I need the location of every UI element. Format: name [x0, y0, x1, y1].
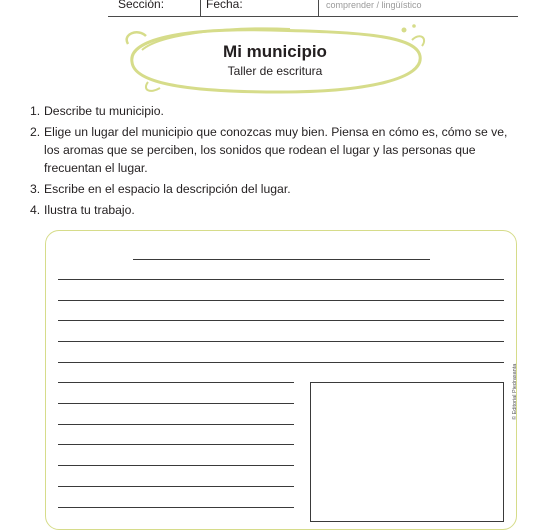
copyright-notice: © Editorial Piedrasanta [512, 363, 518, 420]
header-underline [108, 16, 518, 17]
instruction-text: Elige un lugar del municipio que conozcas muy bien. Piensa en cómo es, cómo se ve, los aromas que se perciben, los sonidos que rodean el lugar y las personas que frecuentan el lugar. [44, 125, 508, 175]
instruction-text: Describe tu municipio. [44, 104, 164, 118]
instruction-number: 4. [30, 203, 41, 217]
writing-line[interactable] [58, 424, 294, 425]
date-label: Fecha: [206, 0, 243, 11]
writing-line[interactable] [58, 300, 504, 301]
instructions-list [30, 102, 525, 222]
illustration-box[interactable] [310, 382, 504, 522]
writing-line[interactable] [58, 279, 504, 280]
instruction-number: 2. [30, 125, 41, 139]
instruction-text: Escribe en el espacio la descripción del lugar. [44, 182, 291, 196]
instruction-item [30, 123, 525, 177]
writing-line[interactable] [58, 382, 294, 383]
header-divider [200, 0, 201, 16]
writing-title-line[interactable] [133, 259, 430, 260]
section-label: Sección: [118, 0, 165, 11]
writing-line[interactable] [58, 341, 504, 342]
instruction-number: 3. [30, 182, 41, 196]
writing-line[interactable] [58, 362, 504, 363]
instruction-item [30, 102, 525, 120]
page-subtitle: Taller de escritura [227, 64, 323, 78]
writing-line[interactable] [58, 403, 294, 404]
header-divider [318, 0, 319, 16]
instruction-item [30, 180, 525, 198]
instruction-item [30, 201, 525, 219]
page-title: Mi municipio [223, 42, 327, 61]
instruction-text: Ilustra tu trabajo. [44, 203, 135, 217]
writing-line[interactable] [58, 465, 294, 466]
writing-line[interactable] [58, 507, 294, 508]
competency-text: comprender / lingüístico [326, 0, 422, 10]
writing-line[interactable] [58, 486, 294, 487]
worksheet-header [0, 0, 550, 18]
writing-line[interactable] [58, 444, 294, 445]
instruction-number: 1. [30, 104, 41, 118]
writing-line[interactable] [58, 320, 504, 321]
